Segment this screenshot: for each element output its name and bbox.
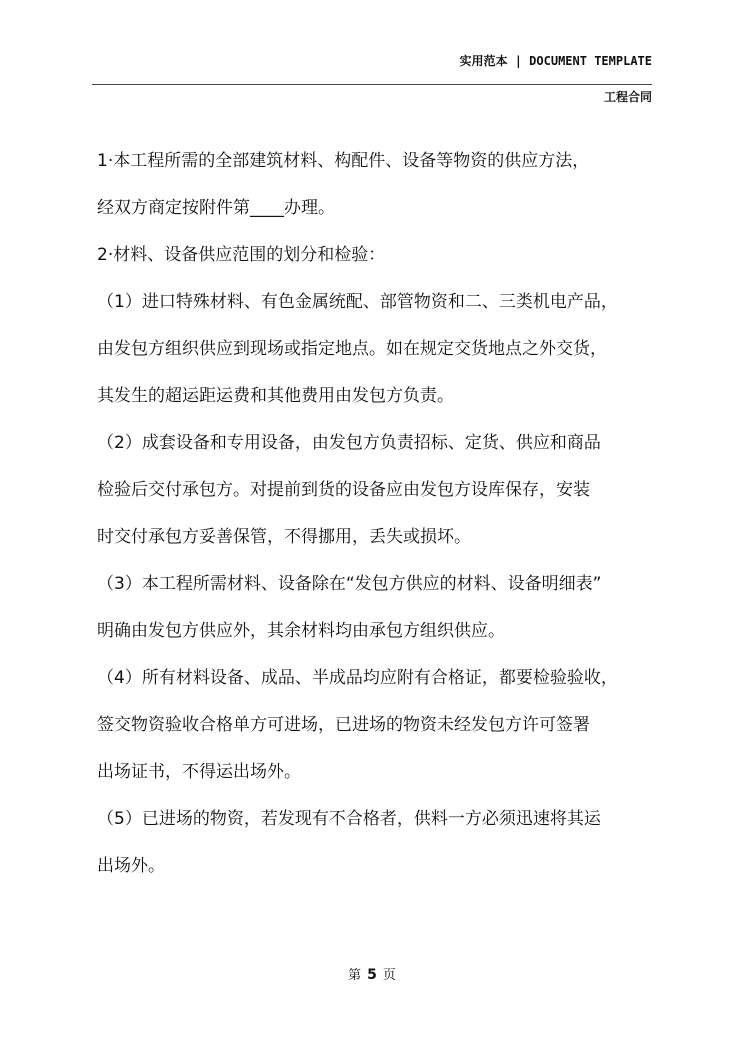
text-line: （5）已进场的物资，若发现有不合格者，供料一方必须迅速将其运: [97, 809, 601, 829]
text-line: 出场证书，不得运出场外。: [97, 762, 301, 782]
text-line: 1·本工程所需的全部建筑材料、构配件、设备等物资的供应方法，: [97, 151, 590, 171]
text-line: 时交付承包方妥善保管，不得挪用，丢失或损坏。: [97, 527, 471, 547]
text-line: 检验后交付承包方。对提前到货的设备应由发包方设库保存，安装: [97, 480, 590, 500]
text-line: 2·材料、设备供应范围的划分和检验：: [97, 245, 386, 265]
document-body: [97, 138, 667, 890]
page-footer: [0, 964, 744, 983]
footer-suffix: 页: [382, 968, 396, 983]
text-line: （3）本工程所需材料、设备除在“发包方供应的材料、设备明细表”: [97, 574, 602, 594]
text-line: 明确由发包方供应外，其余材料均由承包方组织供应。: [97, 621, 505, 641]
footer-prefix: 第: [348, 968, 362, 983]
header-title: 实用范本 | DOCUMENT TEMPLATE: [459, 54, 652, 68]
header-divider: [92, 84, 652, 85]
page-number: 5: [367, 967, 377, 983]
text-line: 出场外。: [97, 856, 165, 876]
text-line: 签交物资验收合格单方可进场，已进场的物资未经发包方许可签署: [97, 715, 590, 735]
header-subtitle: 工程合同: [603, 90, 652, 104]
text-line: 其发生的超运距运费和其他费用由发包方负责。: [97, 386, 454, 406]
text-line: 经双方商定按附件第____办理。: [97, 198, 335, 218]
text-line: （1）进口特殊材料、有色金属统配、部管物资和二、三类机电产品，: [97, 292, 618, 312]
text-line: （4）所有材料设备、成品、半成品均应附有合格证，都要检验验收，: [97, 668, 618, 688]
text-lines: [97, 138, 667, 890]
text-line: 由发包方组织供应到现场或指定地点。如在规定交货地点之外交货，: [97, 339, 607, 359]
text-line: （2）成套设备和专用设备，由发包方负责招标、定货、供应和商品: [97, 433, 601, 453]
